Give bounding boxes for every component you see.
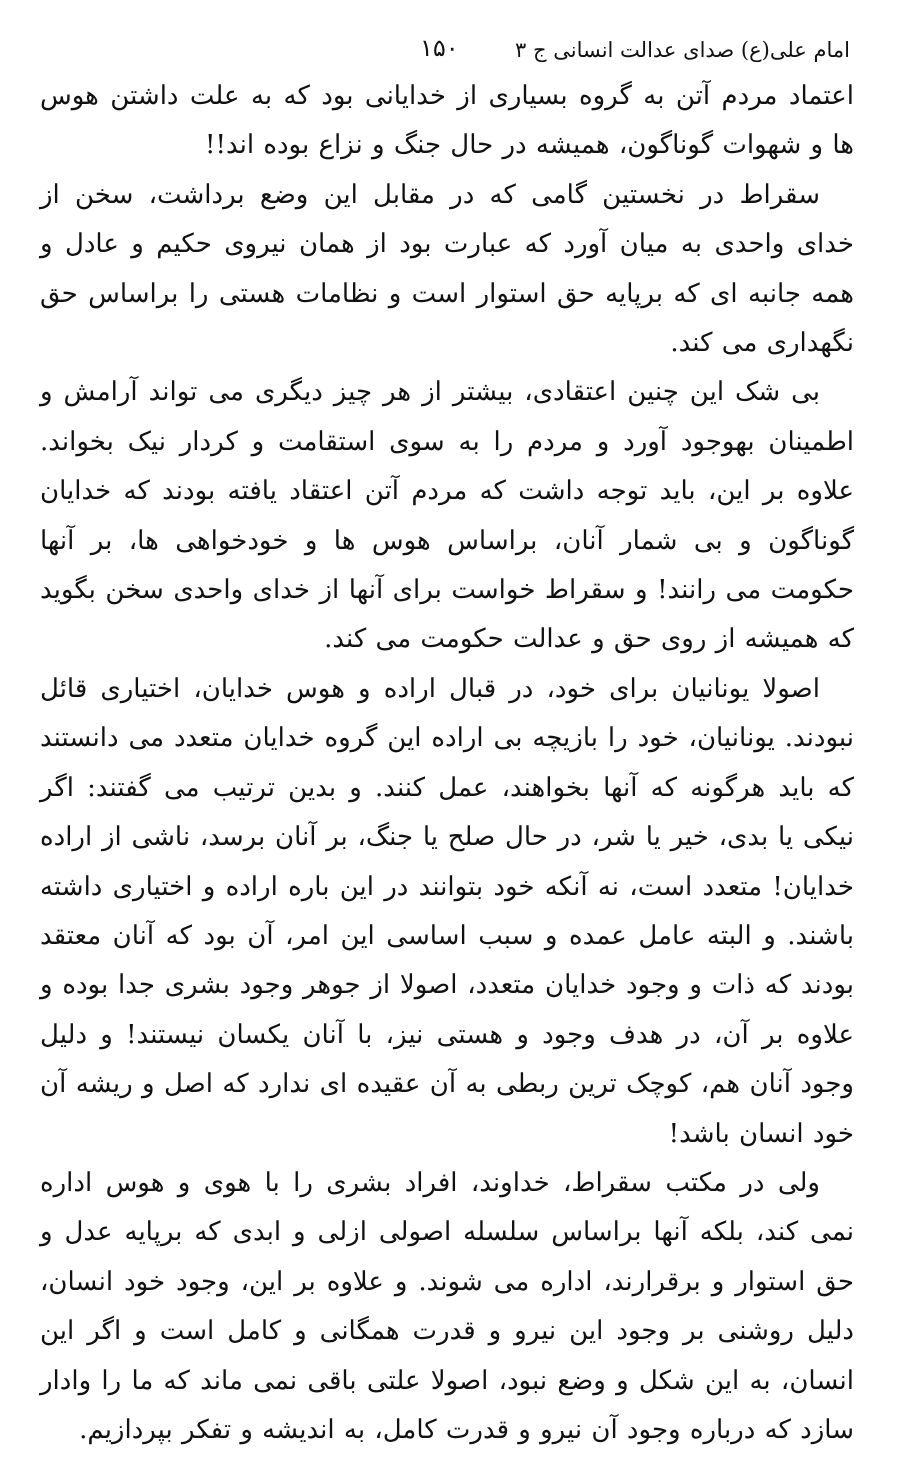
paragraph: سقراط در نخستین گامی که در مقابل این وضع برداشت، سخن از خدای واحدی به میان آورد که عبارت بود از همان نیروی حکیم و عادل و همه جانبه ای که برپایه حق استوار است و نظامات هستی را براساس حق نگهداری می کند. bbox=[40, 179, 854, 359]
paragraph: بی شک این چنین اعتقادی، بیشتر از هر چیز دیگری می تواند آرامش و اطمینان بهوجود آورد و مردم را به سوی استقامت و کردار نیک بخواند. علاوه بر این، باید توجه داشت که مردم آتن اعتقاد یافته بودند که خدایان گوناگون و بی شمار آنان، براساس هوس ها و خودخواهی ها، بر آنها حکومت می رانند! و سقراط خواست برای آنها از خدای واحدی سخن بگوید که همیشه از روی حق و عدالت حکومت می کند. bbox=[40, 377, 854, 655]
running-header bbox=[40, 30, 854, 66]
paragraph: ولی در مکتب سقراط، خداوند، افراد بشری را با هوی و هوس اداره نمی کند، بلکه آنها براساس سلسله اصولی ازلی و ابدی که برپایه عدل و حق استوار و برقرارند، اداره می شوند. و علاوه بر این، وجود خود انسان، دلیل روشنی بر وجود این نیرو و قدرت همگانی و کامل است و اگر این انسان، به این شکل و وضع نبود، اصولا علتی باقی نمی ماند که ما را وادار سازد که درباره وجود آن نیرو و قدرت کامل، به اندیشه و تفکر بپردازیم. bbox=[40, 1167, 854, 1445]
paragraph: اعتماد مردم آتن به گروه بسیاری از خدایانی بود که به علت داشتن هوس ها و شهوات گوناگون، همیشه در حال جنگ و نزاع بوده اند!! bbox=[40, 81, 854, 161]
paragraph: اصولا یونانیان برای خود، در قبال اراده و هوس خدایان، اختیاری قائل نبودند. یونانیان، خود را بازیچه بی اراده این گروه خدایان متعدد می دانستند که باید هرگونه که آنها بخواهند، عمل کنند. و بدین ترتیب می گفتند: اگر نیکی یا بدی، خیر یا شر، در حال صلح یا جنگ، بر آنان برسد، ناشی از اراده خدایان! متعدد است، نه آنکه خود بتوانند در این باره اراده و اختیاری داشته باشند. و البته عامل عمده و سبب اساسی این امر، آن بود که آنان معتقد بودند که ذات و وجود خدایان متعدد، اصولا از جوهر وجود بشری جدا بوده و علاوه بر آن، در هدف وجود و هستی نیز، با آنان یکسان نیستند! و دلیل وجود آنان هم، کوچک ترین ربطی به آن عقیده ای ندارد که اصل و ریشه آن خود انسان باشد! bbox=[40, 673, 854, 1149]
document-page bbox=[40, 30, 854, 1455]
page-number: ۱۵۰ bbox=[420, 34, 459, 62]
body-text bbox=[40, 72, 854, 1455]
book-title: امام علی(ع) صدای عدالت انسانی ج ۳ bbox=[515, 38, 850, 62]
